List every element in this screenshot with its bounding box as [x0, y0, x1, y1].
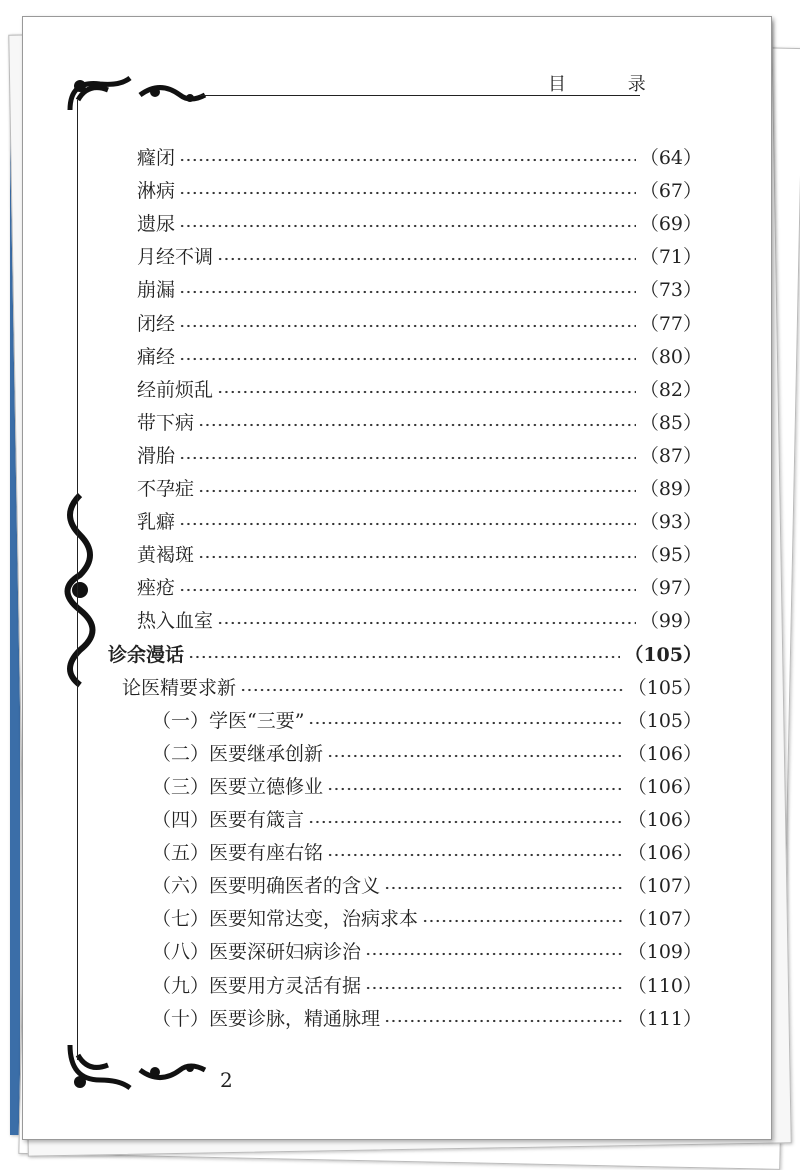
toc-entry-page: （85） [639, 411, 702, 434]
toc-entry[interactable] [152, 1004, 702, 1030]
toc-entry[interactable] [137, 540, 702, 566]
toc-entry-title: 乳癖 [137, 511, 176, 534]
toc-entry-page: （77） [639, 312, 702, 335]
toc-entry[interactable] [137, 606, 702, 632]
dot-leader [365, 952, 624, 956]
toc-entry-page: （71） [639, 246, 702, 269]
dot-leader [179, 522, 636, 526]
dot-leader [308, 721, 623, 725]
toc-entry-page: （107） [627, 908, 702, 931]
dot-leader [240, 688, 624, 692]
toc-entry-page: （105） [627, 709, 702, 732]
toc-entry[interactable] [152, 871, 702, 897]
toc-entry-page: （106） [627, 809, 702, 831]
toc-entry-title: （一）学医“三要” [152, 709, 305, 732]
toc-entry-title: 论医精要求新 [122, 676, 237, 699]
left-border-line [77, 100, 78, 1060]
toc-entry-title: 崩漏 [137, 279, 176, 302]
dot-leader [179, 191, 636, 195]
dot-leader [384, 1019, 624, 1023]
toc-entry-title: （九）医要用方灵活有据 [152, 974, 362, 997]
dot-leader [179, 324, 636, 328]
toc-entry-page: （95） [639, 544, 702, 567]
toc-entry-title: 痛经 [137, 345, 176, 368]
side-ornament [55, 490, 105, 690]
toc-entry-title: 淋病 [137, 180, 176, 203]
corner-ornament-top [60, 70, 210, 120]
toc-entry[interactable] [152, 904, 702, 930]
toc-entry-title: 带下病 [137, 411, 195, 434]
toc-entry-title: （七）医要知常达变，治病求本 [152, 908, 419, 931]
toc-entry[interactable] [137, 507, 702, 533]
dot-leader [384, 886, 624, 890]
toc-entry[interactable] [152, 739, 702, 765]
toc-entry[interactable] [122, 673, 702, 699]
page-number: 2 [220, 1068, 233, 1092]
toc-entry-page: （111） [627, 1007, 702, 1030]
toc-entry-title: 遗尿 [137, 213, 176, 236]
toc-entry-page: （89） [639, 478, 702, 500]
dot-leader [188, 655, 620, 659]
toc-entry[interactable] [137, 474, 702, 500]
toc-entry[interactable] [137, 408, 702, 434]
dot-leader [217, 257, 636, 261]
dot-leader [179, 224, 636, 228]
toc-entry-page: （110） [627, 974, 702, 997]
toc-entry[interactable] [152, 706, 702, 732]
toc-entry-page: （107） [627, 875, 702, 898]
toc-entry[interactable] [137, 375, 702, 401]
toc-entry-title: 不孕症 [137, 478, 195, 500]
toc-entry-page: （109） [627, 941, 702, 964]
toc-entry[interactable] [108, 640, 702, 666]
toc-entry-title: （十）医要诊脉，精通脉理 [152, 1007, 381, 1030]
toc-entry-page: （106） [627, 775, 702, 798]
toc-entry[interactable] [137, 275, 702, 301]
dot-leader [198, 423, 636, 427]
toc-entry[interactable] [152, 838, 702, 864]
dot-leader [327, 853, 624, 857]
toc-entry-page: （64） [639, 147, 702, 169]
page-header-title: 目 录 [548, 74, 674, 95]
dot-leader [422, 919, 624, 923]
toc-entry-page: （80） [639, 345, 702, 368]
toc-entry-title: 月经不调 [137, 246, 214, 269]
toc-entry-title: 痤疮 [137, 577, 176, 600]
toc-entry-title: （五）医要有座右铭 [152, 842, 324, 865]
toc-entry[interactable] [137, 441, 702, 467]
dot-leader [179, 456, 636, 460]
toc-entry-page: （106） [627, 842, 702, 865]
toc-entry-title: 热入血室 [137, 610, 214, 633]
dot-leader [365, 986, 624, 990]
toc-entry[interactable] [137, 209, 702, 235]
toc-entry[interactable] [152, 805, 702, 831]
toc-entry-page: （93） [639, 511, 702, 534]
toc-entry[interactable] [152, 971, 702, 997]
toc-entry-page: （105） [627, 676, 702, 699]
dot-leader [217, 621, 636, 625]
toc-entry-page: （82） [639, 378, 702, 401]
corner-ornament-bottom [60, 1040, 210, 1100]
dot-leader [327, 754, 624, 758]
header-rule [200, 95, 640, 96]
toc-entry-title: 癃闭 [137, 147, 176, 169]
dot-leader [179, 290, 636, 294]
toc-entry-title: （二）医要继承创新 [152, 742, 324, 765]
dot-leader [308, 820, 624, 824]
dot-leader [179, 158, 636, 162]
toc-entry-page: （69） [639, 213, 702, 236]
dot-leader [179, 588, 636, 592]
toc-entry-title: （八）医要深研妇病诊治 [152, 941, 362, 964]
toc-entry-page: （67） [639, 180, 702, 203]
toc-entry[interactable] [137, 143, 702, 169]
toc-entry-title: 滑胎 [137, 444, 176, 467]
toc-entry-title: （六）医要明确医者的含义 [152, 875, 381, 898]
toc-entry-page: （87） [639, 444, 702, 467]
toc-entry-title: 经前烦乱 [137, 378, 214, 401]
toc-entry-title: 闭经 [137, 312, 176, 335]
toc-entry[interactable] [152, 772, 702, 798]
toc-entry[interactable] [137, 176, 702, 202]
toc-entry[interactable] [137, 309, 702, 335]
dot-leader [198, 489, 636, 493]
toc-entry-title: （三）医要立德修业 [152, 775, 324, 798]
toc-entry-page: （105） [624, 643, 702, 666]
dot-leader [198, 555, 636, 559]
toc-entry-page: （99） [639, 610, 702, 633]
toc-entry-page: （73） [639, 279, 702, 302]
toc-entry[interactable] [152, 937, 702, 963]
dot-leader [217, 390, 636, 394]
toc-entry-page: （97） [639, 577, 702, 600]
dot-leader [327, 787, 624, 791]
toc-entry[interactable] [137, 242, 702, 268]
toc-entry[interactable] [137, 573, 702, 599]
toc-entry-title: 诊余漫话 [108, 643, 185, 666]
toc-entry[interactable] [137, 342, 702, 368]
toc-entry-title: 黄褐斑 [137, 544, 195, 567]
toc-entry-page: （106） [627, 742, 702, 765]
toc-entry-title: （四）医要有箴言 [152, 809, 305, 831]
dot-leader [179, 357, 636, 361]
